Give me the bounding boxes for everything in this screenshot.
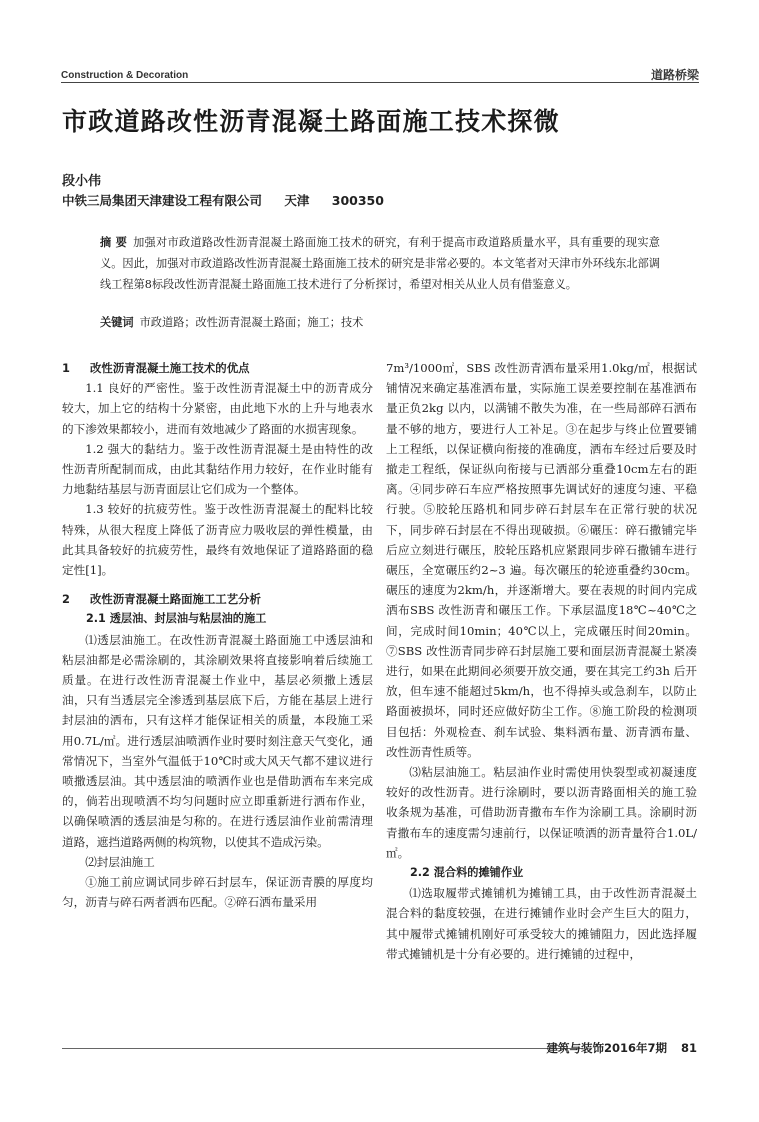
paragraph: 7m³/1000㎡，SBS 改性沥青洒布量采用1.0kg/㎡，根据试铺情况来确定基准洒布量，实际施工误差要控制在基准洒布量正负2kg 以内，以满铺不散失为准，在一些局部碎石洒布量不够的地方，要进行人工补足。③在起步与终止位置要铺上工程纸，以保证横向衔接的准确度，洒布车经过后要及时撤走工程纸，保证纵向衔接与已洒部分重叠10cm左右的距离。④同步碎石车应严格按照事先调试好的速度匀速、平稳行驶。⑤胶轮压路机和同步碎石封层车在正常行驶的状况下，同步碎石封层在不得出现破损。⑥碾压：碎石撒铺完毕后应立刻进行碾压，胶轮压路机应紧跟同步碎石撒铺车进行碾压，全宽碾压约2~3 遍。每次碾压的轮迹重叠约30cm。碾压的速度为2km/h，并逐渐增大。要在表规的时间内完成洒布SBS 改性沥青和碾压工作。下承层温度18℃~40℃之间，完成时间10min；40℃以上，完成碾压时间20min。⑦SBS 改性沥青同步碎石封层施工要和面层沥青混凝土紧凑进行，如果在此期间必须要开放交通，要在其完工约3h 后开放，但车速不能超过5km/h，也不得掉头或急刹车，以防止路面被损坏，同时还应做好防尘工作。⑧施工阶段的检测项目包括：外观检查、刹车试验、集料洒布量、沥青洒布量、改性沥青性质等。 [386, 361, 697, 759]
section-heading-2 [62, 589, 373, 609]
affiliation [62, 191, 402, 209]
column-category: 道路桥梁 [650, 68, 699, 82]
paragraph: 1.3 较好的抗疲劳性。鉴于改性沥青混凝土的配料比较特殊，从很大程度上降低了沥青应力吸收层的弹性模量，由此其具备较好的抗疲劳性，最终有效地保证了道路路面的稳定性[1]。 [62, 502, 373, 578]
header-rule [61, 82, 699, 83]
article-title: 市政道路改性沥青混凝土路面施工技术探微 [62, 107, 560, 136]
author-name: 段小伟 [62, 174, 102, 189]
section-number: 1 [62, 361, 70, 375]
paragraph: ①施工前应调试同步碎石封层车，保证沥青膜的厚度均匀，沥青与碎石两者洒布匹配。②碎石洒布量采用 [62, 875, 373, 910]
paragraph: ⑶粘层油施工。粘层油作业时需使用快裂型或初凝速度较好的改性沥青。进行涂刷时，要以沥青路面相关的施工验收条规为基准，可借助沥青撒布车作为涂刷工具。涂刷时沥青撒布车的速度需匀速前行，以保证喷洒的沥青量符合1.0L/㎡。 [386, 765, 697, 860]
right-column [386, 358, 697, 964]
footer-rule [62, 1048, 583, 1049]
subsection-heading: 2.2 混合料的摊铺作业 [410, 866, 524, 880]
affiliation-zip: 300350 [331, 193, 384, 208]
journal-header-english: Construction & Decoration [61, 70, 189, 81]
abstract [100, 232, 660, 295]
section-title: 改性沥青混凝土施工技术的优点 [90, 361, 250, 375]
subsection-heading: 2.1 透层油、封层油与粘层油的施工 [86, 612, 267, 626]
section-title: 改性沥青混凝土路面施工工艺分析 [90, 592, 261, 607]
paragraph: ⑴选取履带式摊铺机为摊铺工具，由于改性沥青混凝土混合料的黏度较强，在进行摊铺作业时会产生巨大的阻力，其中履带式摊铺机刚好可承受较大的摊铺阻力，因此选择履带式摊铺机是十分有必要的。进行摊铺的过程中， [386, 886, 697, 961]
keywords-label: 关键词 [100, 316, 134, 329]
abstract-label: 摘 要 [100, 236, 128, 249]
paragraph: ⑴透层油施工。在改性沥青混凝土路面施工中透层油和粘层油都是必需涂刷的，其涂刷效果将直接影响着后续施工质量。在进行改性沥青混凝土作业中，基层必须撒上透层油，只有当透层完全渗透到基层底下后，方能在基层上进行封层油的洒布，只有这样才能保证相关的质量，本段施工采用0.7L/㎡。进行透层油喷洒作业时要时刻注意天气变化，通常情况下，当室外气温低于10℃时或大风天气都不建议进行喷撒透层油。其中透层油的喷洒作业也是借助洒布车来完成的，倘若出现喷洒不均匀问题时应立即重新进行洒布作业，以确保喷洒的透层油是匀称的。在进行透层油作业前需清理道路，遮挡道路两侧的构筑物，以使其不造成污染。 [62, 632, 373, 849]
affiliation-org: 中铁三局集团天津建设工程有限公司 [62, 193, 263, 208]
section-heading-1 [62, 358, 373, 378]
paragraph: 1.2 强大的黏结力。鉴于改性沥青混凝土是由特性的改性沥青所配制而成，由此其黏结作用力较好，在作业时能有力地黏结基层与沥青面层让它们成为一个整体。 [62, 441, 373, 497]
page-footer [532, 1040, 697, 1056]
keywords-text: 市政道路；改性沥青混凝土路面；施工；技术 [139, 316, 364, 329]
paragraph: ⑵封层油施工 [85, 854, 155, 869]
keywords [100, 313, 660, 333]
section-number: 2 [62, 592, 70, 607]
affiliation-city: 天津 [284, 193, 310, 208]
paragraph: 1.1 良好的严密性。鉴于改性沥青混凝土中的沥青成分较大，加上它的结构十分紧密，由此地下水的上升与地表水的下渗效果都较小，进而有效地减少了路面的水损害现象。 [62, 381, 373, 436]
footer-journal: 建筑与装饰2016年7期 [546, 1041, 667, 1055]
abstract-text: 加强对市政道路改性沥青混凝土路面施工技术的研究，有利于提高市政道路质量水平，具有重要的现实意义。因此，加强对市政道路改性沥青混凝土路面施工技术的研究是非常必要的。本文笔者对天津市外环线东北部调线工程第8标段改性沥青混凝土路面施工技术进行了分析探讨，希望对相关从业人员有借鉴意义。 [100, 236, 660, 291]
page-number: 81 [680, 1041, 697, 1055]
left-column [62, 358, 373, 912]
